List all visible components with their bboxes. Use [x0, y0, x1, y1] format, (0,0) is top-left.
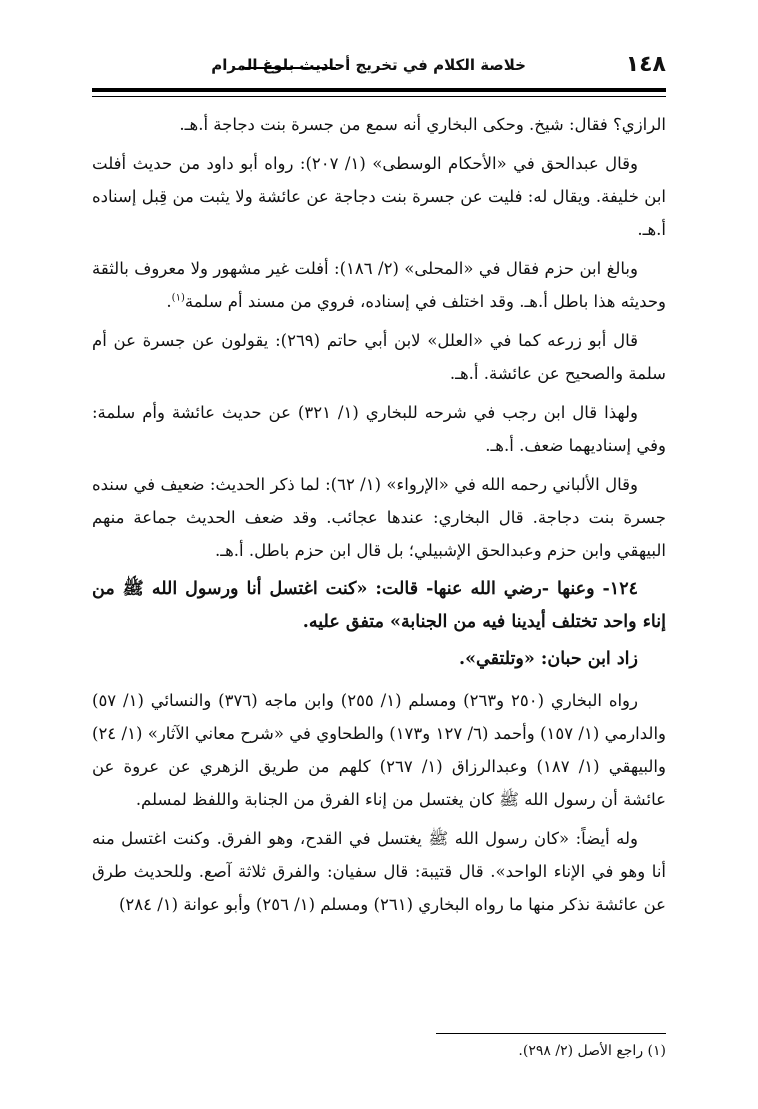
paragraph: قال أبو زرعه كما في «العلل» لابن أبي حاتم (٢٦٩): يقولون عن جسرة عن أم سلمة والصحيح عن عائشة. أ.هـ. — [92, 331, 666, 383]
header-rule — [242, 67, 336, 69]
header-divider-thick — [92, 88, 666, 92]
paragraph: وقال عبدالحق في «الأحكام الوسطى» (١/ ٢٠٧): رواه أبو داود من حديث أفلت ابن خليفة. ويقال له: فليت عن جسرة بنت دجاجة عن عائشة ولا يثبت من قِبل إسناده أ.هـ. — [92, 154, 666, 239]
paragraph-end: . — [166, 292, 172, 311]
paragraph: ولهذا قال ابن رجب في شرحه للبخاري (١/ ٣٢١) عن حديث عائشة وأم سلمة: وفي إسناديهما ضعف. أ.هـ. — [92, 403, 666, 455]
paragraph: وقال الألباني رحمه الله في «الإرواء» (١/ ٦٢): لما ذكر الحديث: ضعيف في سنده جسرة بنت دجاجة. قال البخاري: عندها عجائب. وقد ضعف الحديث جماعة منهم البيهقي وابن حزم وعبدالحق الإشبيلي؛ بل قال ابن حزم باطل. أ.هـ. — [92, 475, 666, 560]
running-header — [92, 52, 666, 80]
footnote-divider — [436, 1033, 666, 1034]
paragraph: الرازي؟ فقال: شيخ. وحكى البخاري أنه سمع من جسرة بنت دجاجة أ.هـ. — [179, 115, 666, 134]
paragraph-text: وبالغ ابن حزم فقال في «المحلى» (٢/ ١٨٦): أفلت غير مشهور ولا معروف بالثقة وحديثه هذا باطل أ.هـ. وقد اختلف في إسناده، فروي من مسند أم سلمة — [92, 259, 666, 311]
paragraph — [92, 252, 666, 318]
paragraph: وله أيضاً: «كان رسول الله ﷺ يغتسل في القدح، وهو الفرق. وكنت اغتسل منه أنا وهو في الإناء الواحد». قال قتيبة: قال سفيان: والفرق ثلاثة آصع. وللحديث طرق عن عائشة نذكر منها ما رواه البخاري (٢٦١) ومسلم (١/ ٢٥٦) وأبو عوانة (١/ ٢٨٤) — [92, 829, 666, 914]
header-divider-thin — [92, 96, 666, 97]
main-text — [92, 108, 666, 927]
footnote: (١) راجع الأصل (٢/ ٢٩٨). — [518, 1043, 666, 1059]
hadith-addition: زاد ابن حبان: «وتلتقي». — [459, 649, 638, 669]
book-title: خلاصة الكلام في تخريج أحاديث بلوغ المرام — [211, 56, 526, 74]
footnote-marker: (١) — [171, 292, 185, 304]
page-number: ١٤٨ — [625, 52, 666, 77]
paragraph: رواه البخاري (٢٥٠ و٢٦٣) ومسلم (١/ ٢٥٥) وابن ماجه (٣٧٦) والنسائي (١/ ٥٧) والدارمي (١/ ١٥٧) وأحمد (٦/ ١٢٧ و١٧٣) والطحاوي في «شرح معاني الآثار» (١/ ٢٤) والبيهقي (١/ ١٨٧) وعبدالرزاق (١/ ٢٦٧) كلهم من طريق الزهري عن عروة عن عائشة أن رسول الله ﷺ كان يغتسل من إناء الفرق من الجنابة واللفظ لمسلم. — [92, 691, 666, 809]
hadith-text: ١٢٤- وعنها -رضي الله عنها- قالت: «كنت اغتسل أنا ورسول الله ﷺ من إناء واحد تختلف أيدينا فيه من الجنابة» متفق عليه. — [92, 579, 666, 632]
